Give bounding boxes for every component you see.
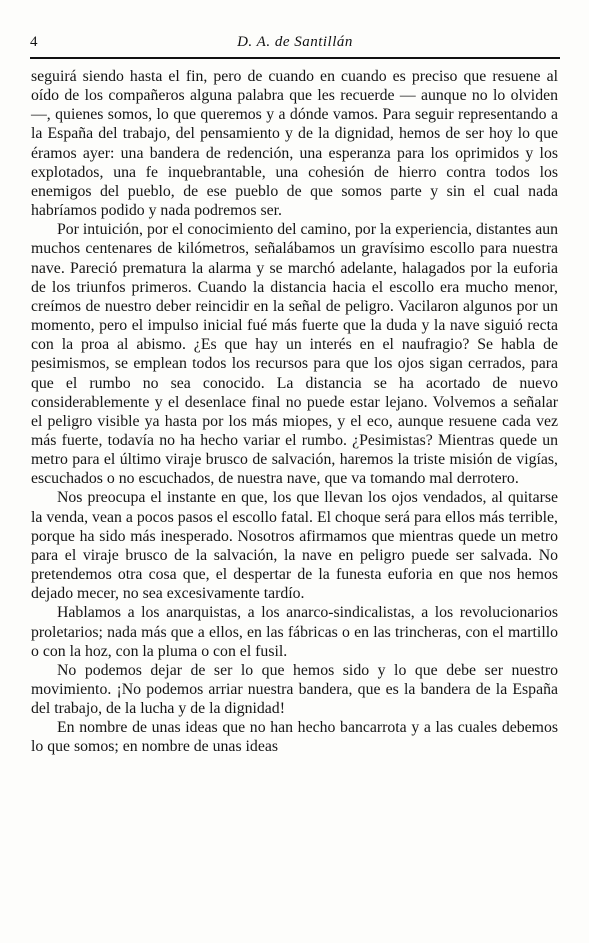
paragraph-3: Nos preocupa el instante en que, los que llevan los ojos vendados, al quitarse la venda, vean a pocos pasos el escollo fatal. El choque será para ellos más terrible, porque ha sido más inesperado. Nosotros afirmamos que mientras quede un metro para el viraje brusco de la salvación, la nave en peligro puede ser salvada. No pretendemos otra cosa que, el despertar de la funesta euforia en que nos hemos dejado mecer, no sea excesivamente tardío.: [31, 489, 558, 603]
paragraph-4: Hablamos a los anarquistas, a los anarco-sindicalistas, a los revolucionarios proletarios; nada más que a ellos, en las fábricas o en las trincheras, con el martillo o con la hoz, con la pluma o con el fusil.: [31, 604, 558, 660]
body-text: [31, 67, 558, 757]
running-head: D. A. de Santillán: [237, 34, 353, 50]
paragraph-1: seguirá siendo hasta el fin, pero de cuando en cuando es preciso que resuene al oído de los compañeros alguna palabra que les recuerde — aunque no lo olviden —, quienes somos, lo que queremos y a dónde vamos. Para seguir representando a la España del trabajo, del pensamiento y de la dignidad, hemos de ser hoy lo que éramos ayer: una bandera de redención, una esperanza para los oprimidos y los explotados, una fe inquebrantable, una cohesión de hierro contra todos los enemigos del pueblo, de ese pueblo de que somos parte y sin el cual nada habríamos podido y nada podremos ser.: [31, 68, 558, 220]
page-number: 4: [30, 34, 38, 50]
paragraph-2: Por intuición, por el conocimiento del camino, por la experiencia, distantes aun muchos centenares de kilómetros, señalábamos un gravísimo escollo para nuestra nave. Pareció prematura la alarma y se marchó adelante, halagados por la euforia de los triunfos primeros. Cuando la distancia hacia el escollo era mucho menor, creímos de nuestro deber reincidir en la señal de peligro. Vacilaron algunos por un momento, pero el impulso inicial fué más fuerte que la duda y la nave siguió recta con la proa al abismo. ¿Es que hay un interés en el naufragio? Se habla de pesimismos, se emplean todos los recursos para que los ojos sigan cerrados, para que el rumbo no sea conocido. La distancia se ha acortado de nuevo considerablemente y el desenlace final no puede estar lejano. Volvemos a señalar el peligro visible ya hasta por los más miopes, y el eco, aunque resuene cada vez más fuerte, todavía no ha hecho variar el rumbo. ¿Pesimistas? Mientras quede un metro para el último viraje brusco de salvación, haremos la triste misión de vigías, escuchados o no escuchados, de nuestra nave, que va tomando mal derrotero.: [31, 221, 558, 488]
paragraph-5: No podemos dejar de ser lo que hemos sido y lo que debe ser nuestro movimiento. ¡No podemos arriar nuestra bandera, que es la bandera de la España del trabajo, de la lucha y de la dignidad!: [31, 661, 558, 718]
paragraph-6: En nombre de unas ideas que no han hecho bancarrota y a las cuales debemos lo que somos; en nombre de unas ideas: [31, 719, 558, 756]
header-rule: [30, 57, 560, 59]
page-header: [30, 34, 560, 56]
